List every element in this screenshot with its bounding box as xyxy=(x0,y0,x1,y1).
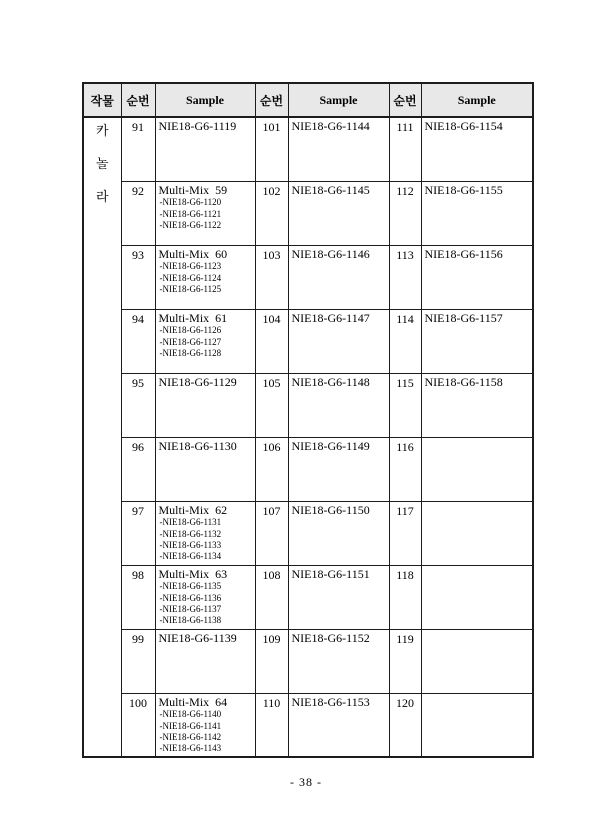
sample-subitems xyxy=(159,325,252,359)
sample-cell xyxy=(421,565,533,629)
seq-cell: 94 xyxy=(121,309,155,373)
sample-subitem: -NIE18-G6-1141 xyxy=(159,720,222,731)
table-row xyxy=(83,117,533,181)
seq-cell: 117 xyxy=(389,501,421,565)
crop-name-char: 라 xyxy=(95,189,109,204)
sample-cell xyxy=(155,501,255,565)
sample-subitem: -NIE18-G6-1140 xyxy=(159,709,222,720)
sample-subitems xyxy=(159,709,252,754)
sample-subitem: -NIE18-G6-1133 xyxy=(159,539,222,550)
seq-cell: 105 xyxy=(255,373,288,437)
sample-cell xyxy=(421,373,533,437)
table-row xyxy=(83,437,533,501)
seq-cell: 95 xyxy=(121,373,155,437)
crop-name-vertical-text xyxy=(87,120,118,205)
sample-id: NIE18-G6-1146 xyxy=(291,246,370,261)
seq-cell: 110 xyxy=(255,693,288,757)
sample-cell xyxy=(421,245,533,309)
table-row xyxy=(83,629,533,693)
seq-cell: 112 xyxy=(389,181,421,245)
sample-subitem: -NIE18-G6-1132 xyxy=(159,528,222,539)
sample-id: NIE18-G6-1149 xyxy=(291,438,370,453)
sample-cell xyxy=(421,309,533,373)
sample-id: Multi-Mix 59 xyxy=(158,182,228,197)
seq-cell: 108 xyxy=(255,565,288,629)
sample-subitem: -NIE18-G6-1126 xyxy=(159,325,222,336)
sample-id: Multi-Mix 64 xyxy=(158,694,228,709)
sample-cell xyxy=(288,373,389,437)
crop-name-char: 놀 xyxy=(95,156,109,171)
header-seq-3: 순번 xyxy=(389,83,421,117)
sample-subitem: -NIE18-G6-1124 xyxy=(159,272,222,283)
sample-id: NIE18-G6-1145 xyxy=(291,182,370,197)
seq-cell: 106 xyxy=(255,437,288,501)
sample-subitem: -NIE18-G6-1137 xyxy=(159,603,222,614)
header-sample-1: Sample xyxy=(155,83,255,117)
sample-id: NIE18-G6-1158 xyxy=(424,374,503,389)
page-number: - 38 - xyxy=(290,775,322,789)
table-header-row xyxy=(83,83,533,117)
seq-cell: 96 xyxy=(121,437,155,501)
sample-id: Multi-Mix 60 xyxy=(158,246,228,261)
sample-id: NIE18-G6-1152 xyxy=(291,630,370,645)
sample-subitems xyxy=(159,581,252,626)
sample-cell xyxy=(155,565,255,629)
sample-id: NIE18-G6-1156 xyxy=(424,246,503,261)
sample-cell xyxy=(155,437,255,501)
seq-cell: 109 xyxy=(255,629,288,693)
sample-cell xyxy=(155,181,255,245)
sample-id: NIE18-G6-1155 xyxy=(424,182,503,197)
header-sample-2: Sample xyxy=(288,83,389,117)
seq-cell: 118 xyxy=(389,565,421,629)
sample-id: NIE18-G6-1144 xyxy=(291,119,370,133)
sample-cell xyxy=(288,245,389,309)
sample-cell xyxy=(288,117,389,181)
sample-subitem: -NIE18-G6-1135 xyxy=(159,581,222,592)
header-sample-3: Sample xyxy=(421,83,533,117)
sample-cell xyxy=(288,501,389,565)
seq-cell: 98 xyxy=(121,565,155,629)
seq-cell: 103 xyxy=(255,245,288,309)
sample-subitems xyxy=(159,261,252,295)
sample-id: Multi-Mix 63 xyxy=(158,566,228,581)
sample-cell xyxy=(421,181,533,245)
sample-table xyxy=(82,82,534,758)
crop-name-cell xyxy=(83,117,121,757)
sample-subitem: -NIE18-G6-1136 xyxy=(159,592,222,603)
sample-id: NIE18-G6-1148 xyxy=(291,374,370,389)
table-row xyxy=(83,245,533,309)
seq-cell: 93 xyxy=(121,245,155,309)
table-row xyxy=(83,181,533,245)
seq-cell: 113 xyxy=(389,245,421,309)
header-seq-2: 순번 xyxy=(255,83,288,117)
table-row xyxy=(83,373,533,437)
seq-cell: 119 xyxy=(389,629,421,693)
sample-cell xyxy=(155,693,255,757)
sample-cell xyxy=(421,629,533,693)
sample-cell xyxy=(421,693,533,757)
sample-subitem: -NIE18-G6-1143 xyxy=(159,743,222,754)
sample-subitem: -NIE18-G6-1138 xyxy=(159,615,222,626)
sample-id: NIE18-G6-1129 xyxy=(158,374,237,389)
sample-subitem: -NIE18-G6-1121 xyxy=(159,208,222,219)
table-row xyxy=(83,309,533,373)
sample-id: NIE18-G6-1151 xyxy=(291,566,370,581)
seq-cell: 100 xyxy=(121,693,155,757)
seq-cell: 114 xyxy=(389,309,421,373)
sample-id: Multi-Mix 61 xyxy=(158,310,228,325)
seq-cell: 99 xyxy=(121,629,155,693)
sample-cell xyxy=(155,117,255,181)
sample-id: NIE18-G6-1157 xyxy=(424,310,503,325)
seq-cell: 91 xyxy=(121,117,155,181)
sample-cell xyxy=(288,181,389,245)
header-crop: 작물 xyxy=(83,83,121,117)
sample-subitem: -NIE18-G6-1122 xyxy=(159,219,222,230)
sample-id: NIE18-G6-1147 xyxy=(291,310,370,325)
seq-cell: 116 xyxy=(389,437,421,501)
header-seq-1: 순번 xyxy=(121,83,155,117)
sample-cell xyxy=(288,565,389,629)
sample-id: NIE18-G6-1119 xyxy=(158,119,237,133)
sample-cell xyxy=(421,437,533,501)
sample-cell xyxy=(288,437,389,501)
seq-cell: 97 xyxy=(121,501,155,565)
sample-cell xyxy=(155,373,255,437)
sample-id: NIE18-G6-1150 xyxy=(291,502,370,517)
sample-subitem: -NIE18-G6-1128 xyxy=(159,347,222,358)
sample-subitem: -NIE18-G6-1127 xyxy=(159,336,222,347)
sample-cell xyxy=(155,629,255,693)
seq-cell: 102 xyxy=(255,181,288,245)
seq-cell: 107 xyxy=(255,501,288,565)
table-row xyxy=(83,565,533,629)
sample-subitems xyxy=(159,517,252,562)
sample-subitem: -NIE18-G6-1120 xyxy=(159,197,222,208)
table-row xyxy=(83,501,533,565)
table-row xyxy=(83,693,533,757)
seq-cell: 120 xyxy=(389,693,421,757)
sample-cell xyxy=(421,501,533,565)
sample-subitem: -NIE18-G6-1131 xyxy=(159,517,222,528)
sample-id: NIE18-G6-1153 xyxy=(291,694,370,709)
sample-subitems xyxy=(159,197,252,231)
sample-subitem: -NIE18-G6-1125 xyxy=(159,283,222,294)
sample-subitem: -NIE18-G6-1123 xyxy=(159,261,222,272)
sample-id: NIE18-G6-1154 xyxy=(424,119,503,133)
sample-cell xyxy=(155,245,255,309)
seq-cell: 104 xyxy=(255,309,288,373)
sample-subitem: -NIE18-G6-1134 xyxy=(159,551,222,562)
crop-name-char: 카 xyxy=(95,123,109,138)
sample-cell xyxy=(288,309,389,373)
seq-cell: 115 xyxy=(389,373,421,437)
sample-id: NIE18-G6-1130 xyxy=(158,438,237,453)
sample-cell xyxy=(288,629,389,693)
sample-cell xyxy=(155,309,255,373)
sample-cell xyxy=(421,117,533,181)
sample-cell xyxy=(288,693,389,757)
seq-cell: 92 xyxy=(121,181,155,245)
sample-id: NIE18-G6-1139 xyxy=(158,630,237,645)
sample-id: Multi-Mix 62 xyxy=(158,502,228,517)
seq-cell: 111 xyxy=(389,117,421,181)
sample-subitem: -NIE18-G6-1142 xyxy=(159,731,222,742)
seq-cell: 101 xyxy=(255,117,288,181)
